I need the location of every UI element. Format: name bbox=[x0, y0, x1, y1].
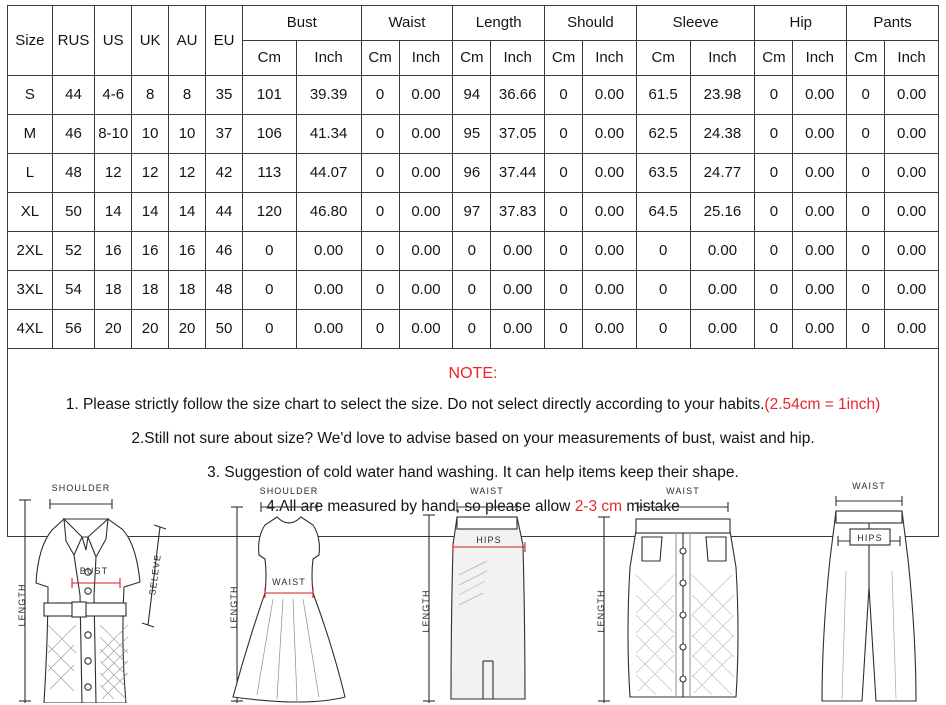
header-waist: Waist bbox=[361, 6, 453, 41]
note-line-2: 2.Still not sure about size? We'd love to advise based on your measurements of bust, waist and hip. bbox=[131, 430, 815, 448]
size-chart-page bbox=[0, 5, 946, 705]
cell: 0.00 bbox=[793, 232, 847, 271]
cell: 0.00 bbox=[399, 310, 453, 349]
cell: 0 bbox=[755, 193, 793, 232]
cell: 0.00 bbox=[690, 310, 755, 349]
cell: 39.39 bbox=[296, 76, 361, 115]
cell: 48 bbox=[52, 154, 95, 193]
unit-cell: Cm bbox=[361, 41, 399, 76]
note-line-3: 3. Suggestion of cold water hand washing. It can help items keep their shape. bbox=[207, 464, 739, 482]
cell: 24.77 bbox=[690, 154, 755, 193]
cell: 0 bbox=[636, 310, 690, 349]
cell: 0.00 bbox=[885, 193, 939, 232]
cell: 0.00 bbox=[583, 271, 637, 310]
skirt-hips-label: HIPS bbox=[476, 535, 502, 545]
cell: 0.00 bbox=[885, 271, 939, 310]
coat-shoulder-label: SHOULDER bbox=[51, 483, 111, 493]
unit-cell: Inch bbox=[399, 41, 453, 76]
cell: 4XL bbox=[8, 310, 53, 349]
cell: 0.00 bbox=[399, 115, 453, 154]
cell: 0.00 bbox=[399, 271, 453, 310]
note-line-4-text-b: mistake bbox=[622, 498, 680, 516]
cell: 0 bbox=[847, 310, 885, 349]
unit-cell: Inch bbox=[690, 41, 755, 76]
cell: 0.00 bbox=[885, 76, 939, 115]
dress-waist-label: WAIST bbox=[271, 577, 306, 587]
cell: 0.00 bbox=[885, 310, 939, 349]
table-row bbox=[8, 154, 939, 193]
header-rus: RUS bbox=[52, 6, 95, 76]
cell: 0 bbox=[361, 193, 399, 232]
note-line-1-conversion: (2.54cm = 1inch) bbox=[764, 396, 881, 413]
cell: 42 bbox=[206, 154, 243, 193]
cell: 0 bbox=[242, 310, 296, 349]
cell: 0 bbox=[755, 232, 793, 271]
cell: 0 bbox=[545, 154, 583, 193]
unit-cell: Cm bbox=[847, 41, 885, 76]
cell: 10 bbox=[132, 115, 169, 154]
cell: 0 bbox=[361, 271, 399, 310]
cell: 0.00 bbox=[885, 154, 939, 193]
figure-pants bbox=[798, 475, 938, 703]
cell: 50 bbox=[206, 310, 243, 349]
coat-sleeve-label: SELEVE bbox=[147, 553, 163, 596]
cell: 0.00 bbox=[399, 193, 453, 232]
cell: 18 bbox=[95, 271, 132, 310]
cell: 44.07 bbox=[296, 154, 361, 193]
cell: 0.00 bbox=[583, 193, 637, 232]
header-uk: UK bbox=[132, 6, 169, 76]
header-sleeve: Sleeve bbox=[636, 6, 755, 41]
cell: 62.5 bbox=[636, 115, 690, 154]
cell: 95 bbox=[453, 115, 491, 154]
cell: 37.05 bbox=[491, 115, 545, 154]
cell: 52 bbox=[52, 232, 95, 271]
unit-cell: Cm bbox=[545, 41, 583, 76]
cell: 0 bbox=[636, 271, 690, 310]
header-us: US bbox=[95, 6, 132, 76]
cell: 0.00 bbox=[296, 232, 361, 271]
cell: 2XL bbox=[8, 232, 53, 271]
cell: 18 bbox=[169, 271, 206, 310]
cell: 0 bbox=[636, 232, 690, 271]
cell: 106 bbox=[242, 115, 296, 154]
note-line-1 bbox=[20, 395, 926, 415]
cell: 0 bbox=[545, 193, 583, 232]
cell: 37.83 bbox=[491, 193, 545, 232]
cell: 41.34 bbox=[296, 115, 361, 154]
cell: 0.00 bbox=[583, 115, 637, 154]
cell: 101 bbox=[242, 76, 296, 115]
cell: 97 bbox=[453, 193, 491, 232]
cell: 16 bbox=[169, 232, 206, 271]
cell: 0.00 bbox=[793, 271, 847, 310]
cell: 0 bbox=[242, 271, 296, 310]
table-row bbox=[8, 310, 939, 349]
cell: XL bbox=[8, 193, 53, 232]
table-row bbox=[8, 115, 939, 154]
size-chart-table bbox=[7, 5, 939, 349]
unit-cell: Cm bbox=[636, 41, 690, 76]
cell: 46.80 bbox=[296, 193, 361, 232]
pants-hips-label: HIPS bbox=[857, 533, 883, 543]
skirt-length-label: LENGTH bbox=[421, 589, 431, 633]
cell: 0.00 bbox=[399, 76, 453, 115]
cell: 0 bbox=[847, 193, 885, 232]
cell: 0 bbox=[453, 271, 491, 310]
table-row bbox=[8, 271, 939, 310]
unit-cell: Cm bbox=[755, 41, 793, 76]
cell: 12 bbox=[132, 154, 169, 193]
cell: 0.00 bbox=[583, 232, 637, 271]
cell: 16 bbox=[132, 232, 169, 271]
cell: 8 bbox=[132, 76, 169, 115]
cell: 8 bbox=[169, 76, 206, 115]
cell: 0.00 bbox=[399, 232, 453, 271]
table-group-header-row bbox=[8, 6, 939, 41]
denim-skirt-length-label: LENGTH bbox=[595, 589, 606, 633]
unit-cell: Inch bbox=[885, 41, 939, 76]
cell: 0 bbox=[453, 232, 491, 271]
cell: 10 bbox=[169, 115, 206, 154]
cell: 0.00 bbox=[583, 76, 637, 115]
cell: L bbox=[8, 154, 53, 193]
cell: 4-6 bbox=[95, 76, 132, 115]
cell: 8-10 bbox=[95, 115, 132, 154]
cell: 0 bbox=[755, 271, 793, 310]
cell: 0 bbox=[545, 76, 583, 115]
cell: 96 bbox=[453, 154, 491, 193]
cell: 36.66 bbox=[491, 76, 545, 115]
unit-cell: Inch bbox=[793, 41, 847, 76]
header-au: AU bbox=[169, 6, 206, 76]
cell: 46 bbox=[206, 232, 243, 271]
cell: 18 bbox=[132, 271, 169, 310]
cell: 25.16 bbox=[690, 193, 755, 232]
cell: 0 bbox=[847, 154, 885, 193]
cell: 35 bbox=[206, 76, 243, 115]
cell: 94 bbox=[453, 76, 491, 115]
cell: 0 bbox=[361, 76, 399, 115]
cell: 16 bbox=[95, 232, 132, 271]
note-line-4-text-a: 4.All are measured by hand, so please allow bbox=[266, 498, 575, 516]
cell: 0.00 bbox=[885, 232, 939, 271]
cell: 0.00 bbox=[793, 193, 847, 232]
cell: 0 bbox=[755, 115, 793, 154]
cell: 0.00 bbox=[793, 310, 847, 349]
unit-cell: Cm bbox=[242, 41, 296, 76]
header-eu: EU bbox=[206, 6, 243, 76]
cell: 0 bbox=[545, 232, 583, 271]
cell: 0 bbox=[755, 76, 793, 115]
cell: 12 bbox=[95, 154, 132, 193]
cell: 54 bbox=[52, 271, 95, 310]
coat-bust-label: BUST bbox=[79, 566, 109, 576]
cell: 0.00 bbox=[296, 310, 361, 349]
table-row bbox=[8, 193, 939, 232]
skirt-waist-label: WAIST bbox=[470, 486, 504, 496]
cell: 48 bbox=[206, 271, 243, 310]
header-bust: Bust bbox=[242, 6, 361, 41]
cell: 0 bbox=[847, 76, 885, 115]
cell: 0.00 bbox=[583, 154, 637, 193]
cell: 20 bbox=[169, 310, 206, 349]
cell: 0 bbox=[755, 310, 793, 349]
cell: 0 bbox=[361, 115, 399, 154]
cell: 3XL bbox=[8, 271, 53, 310]
cell: 0 bbox=[361, 232, 399, 271]
measurement-illustrations bbox=[0, 475, 946, 705]
cell: 0 bbox=[847, 232, 885, 271]
header-shoulder: Should bbox=[545, 6, 637, 41]
table-row bbox=[8, 232, 939, 271]
cell: 113 bbox=[242, 154, 296, 193]
cell: 23.98 bbox=[690, 76, 755, 115]
table-row bbox=[8, 76, 939, 115]
cell: 12 bbox=[169, 154, 206, 193]
cell: 24.38 bbox=[690, 115, 755, 154]
note-title: NOTE: bbox=[448, 365, 498, 382]
pants-waist-label: WAIST bbox=[852, 481, 886, 491]
cell: 0.00 bbox=[583, 310, 637, 349]
dress-length-label: LENGTH bbox=[228, 585, 239, 629]
cell: 61.5 bbox=[636, 76, 690, 115]
cell: 63.5 bbox=[636, 154, 690, 193]
cell: 14 bbox=[132, 193, 169, 232]
unit-cell: Cm bbox=[453, 41, 491, 76]
cell: 0.00 bbox=[491, 271, 545, 310]
unit-cell: Inch bbox=[296, 41, 361, 76]
unit-cell: Inch bbox=[491, 41, 545, 76]
header-size: Size bbox=[8, 6, 53, 76]
figure-dress bbox=[221, 475, 391, 703]
cell: 120 bbox=[242, 193, 296, 232]
cell: 50 bbox=[52, 193, 95, 232]
cell: 0.00 bbox=[399, 154, 453, 193]
cell: 0.00 bbox=[793, 154, 847, 193]
figure-denim-skirt bbox=[586, 475, 776, 703]
cell: 0 bbox=[361, 310, 399, 349]
cell: 0 bbox=[545, 115, 583, 154]
cell: 0.00 bbox=[690, 271, 755, 310]
cell: 0.00 bbox=[491, 310, 545, 349]
cell: 14 bbox=[169, 193, 206, 232]
cell: 0 bbox=[242, 232, 296, 271]
cell: 0 bbox=[453, 310, 491, 349]
cell: 0.00 bbox=[793, 115, 847, 154]
cell: 0.00 bbox=[885, 115, 939, 154]
cell: 0.00 bbox=[491, 232, 545, 271]
figure-coat bbox=[8, 475, 198, 703]
cell: 0 bbox=[545, 271, 583, 310]
cell: 0 bbox=[545, 310, 583, 349]
header-hip: Hip bbox=[755, 6, 847, 41]
cell: 46 bbox=[52, 115, 95, 154]
cell: 56 bbox=[52, 310, 95, 349]
cell: 0.00 bbox=[793, 76, 847, 115]
dress-shoulder-label: SHOULDER bbox=[259, 486, 318, 496]
cell: 44 bbox=[206, 193, 243, 232]
cell: S bbox=[8, 76, 53, 115]
note-line-4-tolerance: 2-3 cm bbox=[574, 498, 623, 516]
cell: 14 bbox=[95, 193, 132, 232]
cell: 0 bbox=[361, 154, 399, 193]
cell: 64.5 bbox=[636, 193, 690, 232]
cell: 0.00 bbox=[296, 271, 361, 310]
cell: 0 bbox=[755, 154, 793, 193]
header-pants: Pants bbox=[847, 6, 939, 41]
cell: M bbox=[8, 115, 53, 154]
cell: 0 bbox=[847, 115, 885, 154]
cell: 0.00 bbox=[690, 232, 755, 271]
note-line-1-text: 1. Please strictly follow the size chart to select the size. Do not select directly according to your habits. bbox=[65, 396, 765, 413]
figure-pencil-skirt bbox=[413, 475, 563, 703]
header-length: Length bbox=[453, 6, 545, 41]
unit-cell: Inch bbox=[583, 41, 637, 76]
cell: 20 bbox=[132, 310, 169, 349]
denim-skirt-waist-label: WAIST bbox=[665, 486, 700, 496]
cell: 0 bbox=[847, 271, 885, 310]
coat-length-label: LENGTH bbox=[17, 583, 27, 627]
cell: 20 bbox=[95, 310, 132, 349]
cell: 44 bbox=[52, 76, 95, 115]
cell: 37 bbox=[206, 115, 243, 154]
cell: 37.44 bbox=[491, 154, 545, 193]
